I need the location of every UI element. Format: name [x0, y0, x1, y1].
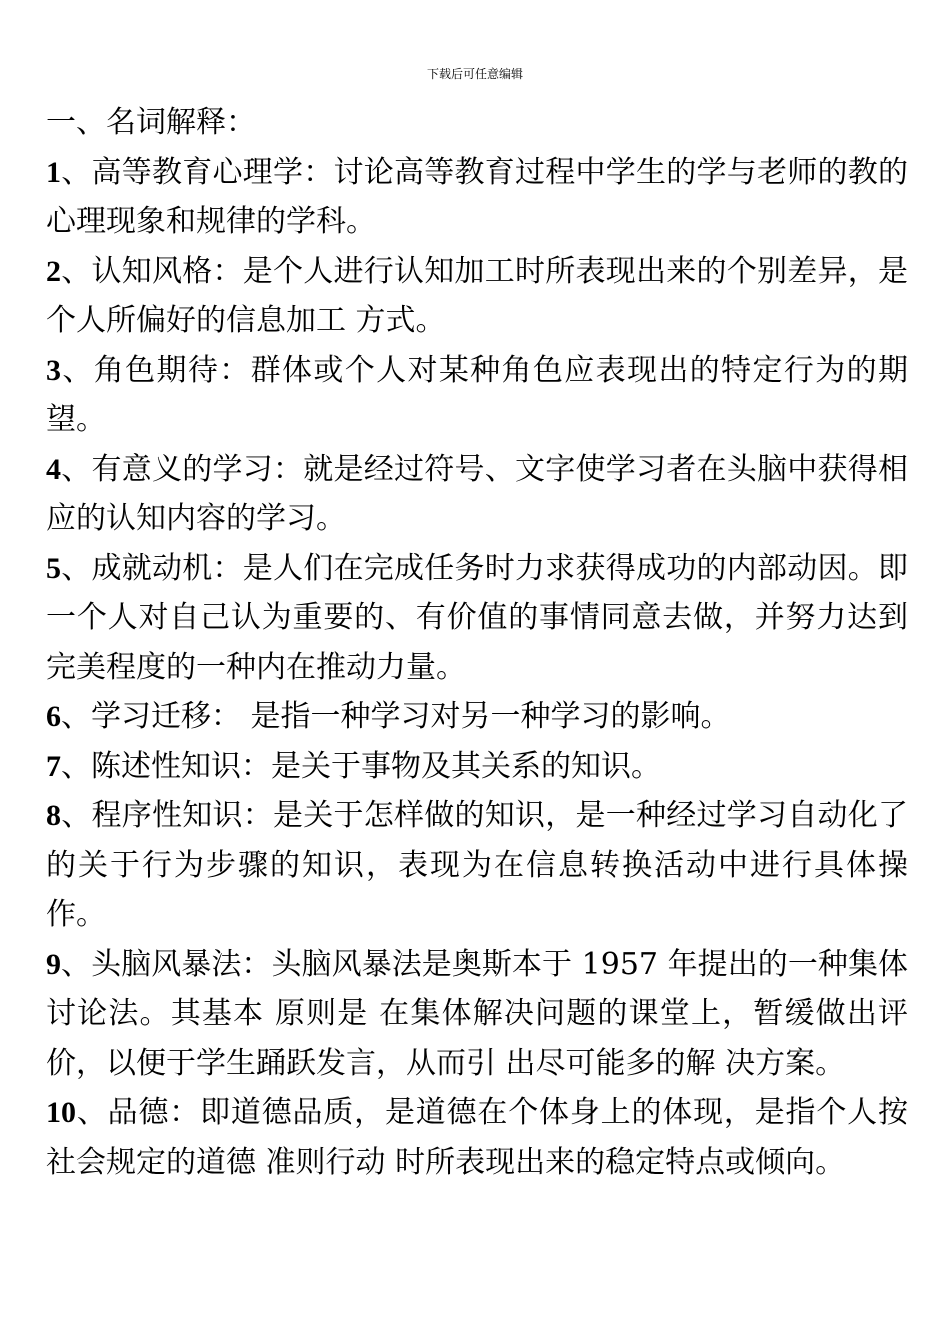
item-number: 1 — [46, 155, 61, 189]
item-number: 2 — [46, 254, 61, 288]
definition-item-3 — [46, 346, 908, 445]
item-number: 10 — [46, 1096, 76, 1129]
definition-item-8 — [46, 791, 908, 940]
item-number: 5 — [46, 551, 61, 585]
definition-item-2 — [46, 247, 908, 346]
item-text: 、成就动机：是人们在完成任务时力求获得成功的内部动因。即一个人对自己认为重要的、有价值的事情同意去做，并努力达到完美程度的一种内在推动力量。 — [46, 550, 908, 685]
item-number: 7 — [46, 749, 61, 783]
item-text: 、程序性知识：是关于怎样做的知识，是一种经过学习自动化了的关于行为步骤的知识，表现为在信息转换活动中进行具体操作。 — [46, 798, 908, 932]
definition-item-10 — [46, 1088, 908, 1187]
item-text: 、头脑风暴法：头脑风暴法是奥斯本于 1957 年提出的一种集体讨论法。其基本 原则是 在集体解决问题的课堂上，暂缓做出评价，以便于学生踊跃发言，从而引 出尽可能多的解 决方案。 — [46, 946, 908, 1081]
item-number: 4 — [46, 452, 61, 486]
item-number: 9 — [46, 947, 61, 981]
item-text: 、陈述性知识：是关于事物及其关系的知识。 — [61, 748, 661, 784]
definition-item-7 — [46, 742, 908, 792]
item-number: 6 — [46, 700, 61, 733]
document-body — [46, 98, 908, 1187]
definition-item-1 — [46, 148, 908, 247]
definition-item-4 — [46, 445, 908, 544]
section-title: 一、名词解释： — [46, 105, 256, 140]
item-text: 、高等教育心理学：讨论高等教育过程中学生的学与老师的教的心理现象和规律的学科。 — [46, 154, 908, 239]
item-text: 、角色期待：群体或个人对某种角色应表现出的特定行为的期望。 — [46, 352, 908, 437]
item-number: 8 — [46, 799, 61, 832]
definition-item-9 — [46, 940, 908, 1089]
item-text: 、学习迁移： 是指一种学习对另一种学习的影响。 — [61, 699, 731, 734]
definition-item-6 — [46, 692, 908, 742]
item-text: 、认知风格：是个人进行认知加工时所表现出来的个别差异，是个人所偏好的信息加工 方式。 — [46, 253, 908, 338]
page-header: 下载后可任意编辑 — [426, 67, 523, 81]
item-text: 、品德：即道德品质，是道德在个体身上的体现，是指个人按社会规定的道德 准则行动 时所表现出来的稳定特点或倾向。 — [46, 1095, 908, 1180]
item-text: 、有意义的学习：就是经过符号、文字使学习者在头脑中获得相应的认知内容的学习。 — [46, 451, 908, 536]
item-number: 3 — [46, 353, 61, 387]
definition-item-5 — [46, 544, 908, 693]
